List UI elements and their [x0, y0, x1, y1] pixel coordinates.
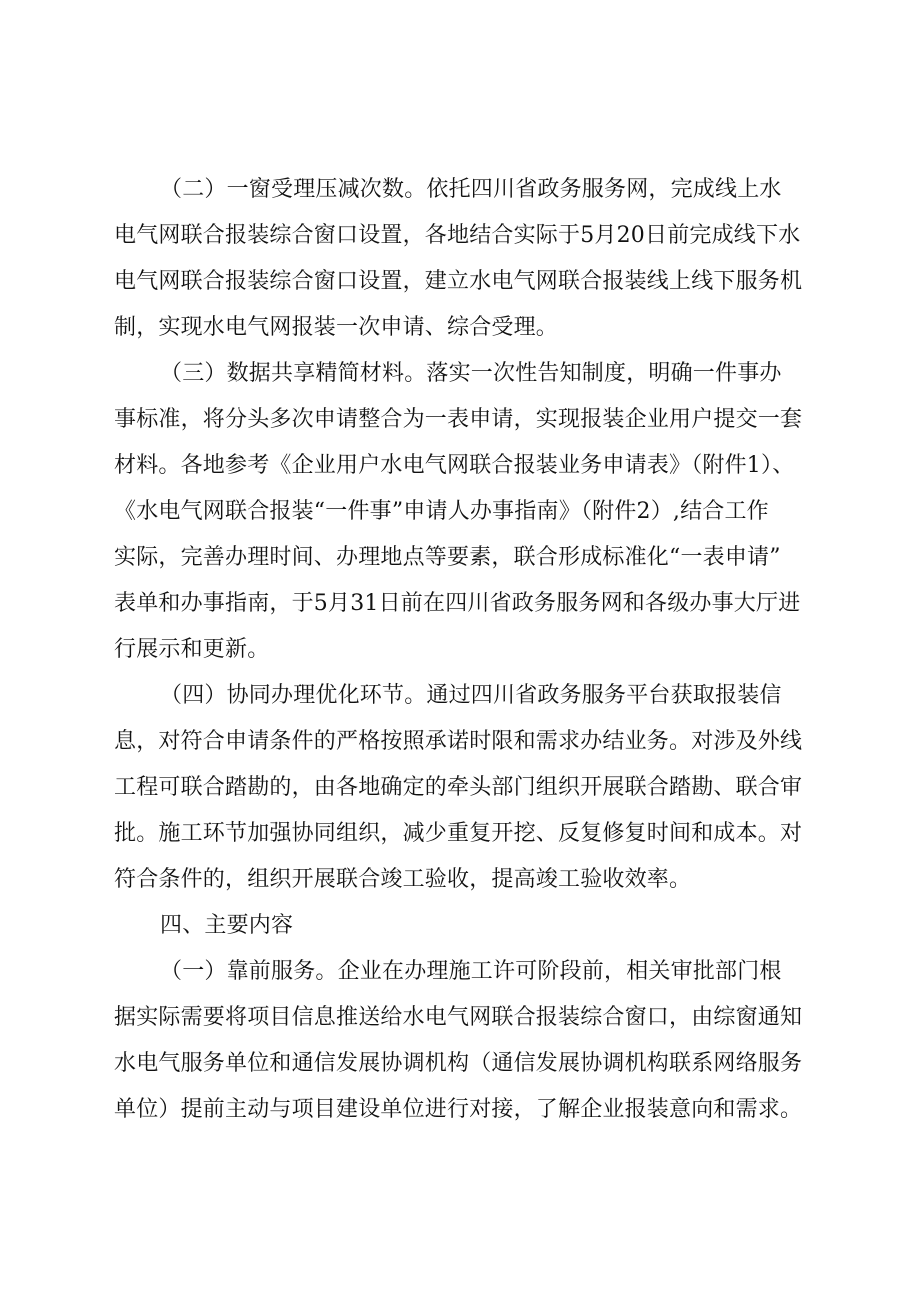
paragraph-2-line-1: （二）一窗受理压减次数。依托四川省政务服务网，完成线上水 — [160, 177, 782, 202]
paragraph-3-line-5: 实际，完善办理时间、办理地点等要素，联合形成标准化“一表申请” — [114, 545, 781, 570]
paragraph-3-line-3: 材料。各地参考《企业用户水电气网联合报装业务申请表》（附件1）、 — [114, 453, 795, 478]
paragraph-3-line-6: 表单和办事指南，于5月31日前在四川省政务服务网和各级办事大厅进 — [114, 591, 801, 616]
paragraph-4-line-2: 息，对符合申请条件的严格按照承诺时限和需求办结业务。对涉及外线 — [114, 729, 803, 754]
paragraph-3-line-2: 事标准，将分头多次申请整合为一表申请，实现报装企业用户提交一套 — [114, 407, 803, 432]
paragraph-2-line-2: 电气网联合报装综合窗口设置，各地结合实际于5月20日前完成线下水 — [114, 223, 801, 248]
paragraph-5-line-1: （一）靠前服务。企业在办理施工许可阶段前，相关审批部门根 — [160, 959, 782, 984]
paragraph-2-line-4: 制，实现水电气网报装一次申请、综合受理。 — [114, 315, 559, 340]
paragraph-4-line-1: （四）协同办理优化环节。通过四川省政务服务平台获取报装信 — [160, 683, 782, 708]
paragraph-3-line-4: 《水电气网联合报装“一件事”申请人办事指南》（附件2）,结合工作 — [114, 499, 769, 524]
paragraph-4-line-4: 批。施工环节加强协同组织，减少重复开挖、反复修复时间和成本。对 — [114, 821, 803, 846]
paragraph-5-line-4: 单位）提前主动与项目建设单位进行对接，了解企业报装意向和需求。 — [114, 1097, 803, 1122]
section-heading: 四、主要内容 — [160, 913, 294, 938]
paragraph-5-line-2: 据实际需要将项目信息推送给水电气网联合报装综合窗口，由综窗通知 — [114, 1005, 803, 1030]
paragraph-4-line-3: 工程可联合踏勘的，由各地确定的牵头部门组织开展联合踏勘、联合审 — [114, 775, 803, 800]
paragraph-2-line-3: 电气网联合报装综合窗口设置，建立水电气网联合报装线上线下服务机 — [114, 269, 803, 294]
paragraph-5-line-3: 水电气服务单位和通信发展协调机构（通信发展协调机构联系网络服务 — [114, 1051, 803, 1076]
paragraph-3-line-1: （三）数据共享精简材料。落实一次性告知制度，明确一件事办 — [160, 361, 782, 386]
paragraph-4-line-5: 符合条件的，组织开展联合竣工验收，提高竣工验收效率。 — [114, 867, 692, 892]
paragraph-3-line-7: 行展示和更新。 — [114, 637, 270, 662]
